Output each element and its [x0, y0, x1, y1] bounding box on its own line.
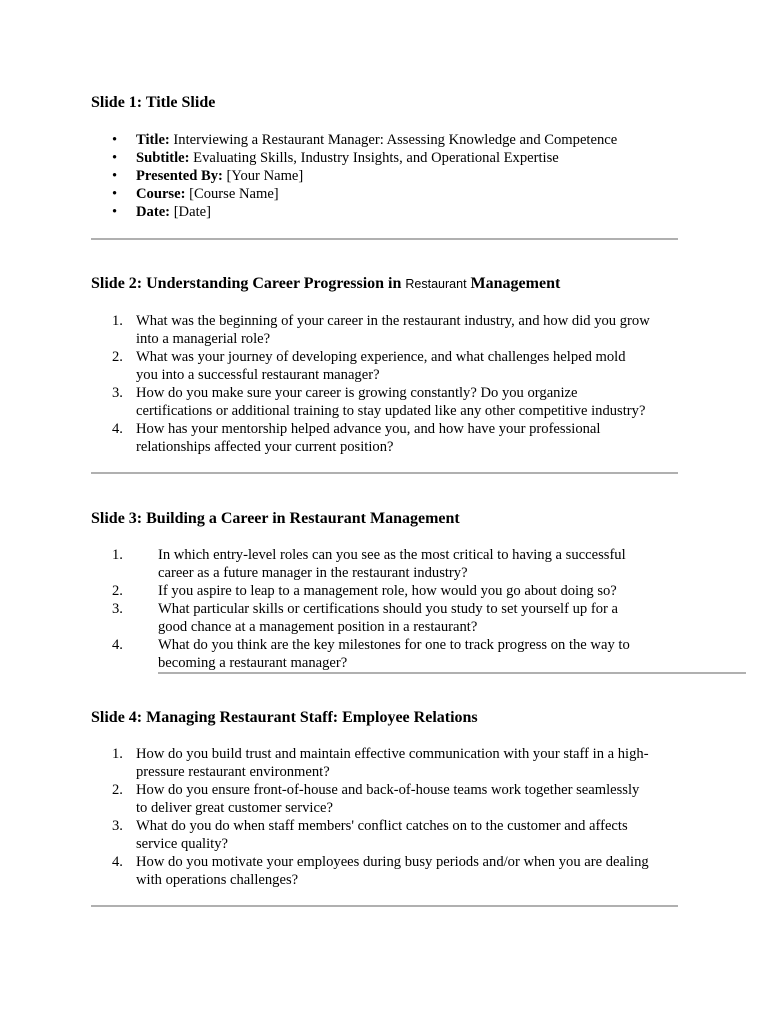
bullet-icon: • [112, 150, 118, 166]
bullet-value: [Course Name] [185, 186, 279, 202]
item-number: 1. [112, 746, 123, 762]
item-number: 4. [112, 854, 123, 870]
bullet-value: Interviewing a Restaurant Manager: Assessing Knowledge and Competence [169, 132, 618, 148]
item-number: 2. [112, 782, 123, 798]
list-item [91, 185, 651, 203]
item-text: What do you think are the key milestones for one to track progress on the way to becoming a restaurant manager? [158, 637, 630, 671]
slide1-heading: Slide 1: Title Slide [91, 94, 216, 111]
list-item [91, 348, 651, 384]
item-text: How do you build trust and maintain effective communication with your staff in a high-pressure restaurant environment? [136, 746, 649, 780]
list-item [91, 600, 631, 636]
list-item [91, 582, 631, 600]
slide2-heading-part1: Slide 2: Understanding Career Progression in [91, 275, 406, 292]
item-number: 3. [112, 601, 123, 617]
horizontal-divider [91, 238, 678, 240]
bullet-icon: • [112, 186, 118, 202]
list-item [91, 149, 651, 167]
bullet-label: Course: [136, 186, 186, 202]
bullet-label: Presented By: [136, 168, 223, 184]
item-number: 4. [112, 637, 123, 653]
bullet-icon: • [112, 168, 118, 184]
item-number: 1. [112, 313, 123, 329]
list-item [91, 420, 651, 456]
slide3-question-list [91, 546, 631, 672]
slide2-heading-part3: Management [466, 275, 561, 292]
list-item [91, 131, 651, 149]
item-text: What particular skills or certifications should you study to set yourself up for a good chance at a management position in a restaurant? [158, 601, 619, 635]
horizontal-divider [158, 672, 746, 674]
item-number: 3. [112, 385, 123, 401]
bullet-label: Subtitle: [136, 150, 190, 166]
bullet-icon: • [112, 132, 118, 148]
bullet-icon: • [112, 204, 118, 220]
item-number: 2. [112, 349, 123, 365]
bullet-label: Date: [136, 204, 171, 220]
slide3-heading: Slide 3: Building a Career in Restaurant Management [91, 510, 460, 527]
item-number: 2. [112, 583, 123, 599]
list-item [91, 312, 651, 348]
list-item [91, 384, 651, 420]
list-item [91, 853, 651, 889]
list-item [91, 781, 651, 817]
list-item [91, 745, 651, 781]
list-item [91, 636, 631, 672]
list-item [91, 203, 651, 221]
bullet-value: [Date] [170, 204, 211, 220]
slide2-question-list [91, 312, 651, 456]
item-text: How do you motivate your employees during busy periods and/or when you are dealing with operations challenges? [136, 854, 649, 888]
item-text: How do you ensure front-of-house and back-of-house teams work together seamlessly to deliver great customer service? [136, 782, 640, 816]
item-text: What do you do when staff members' conflict catches on to the customer and affects service quality? [136, 818, 628, 852]
slide4-question-list [91, 745, 651, 889]
bullet-value: Evaluating Skills, Industry Insights, and Operational Expertise [189, 150, 559, 166]
item-text: What was your journey of developing experience, and what challenges helped mold you into a successful restaurant manager? [136, 349, 626, 383]
bullet-value: [Your Name] [222, 168, 304, 184]
list-item [91, 167, 651, 185]
list-item [91, 817, 651, 853]
slide4-heading: Slide 4: Managing Restaurant Staff: Employee Relations [91, 709, 478, 726]
item-number: 3. [112, 818, 123, 834]
horizontal-divider [91, 472, 678, 474]
item-text: In which entry-level roles can you see as the most critical to having a successful career as a future manager in the restaurant industry? [158, 547, 626, 581]
item-text: What was the beginning of your career in the restaurant industry, and how did you grow into a managerial role? [136, 313, 650, 347]
item-number: 4. [112, 421, 123, 437]
item-text: How has your mentorship helped advance you, and how have your professional relationships affected your current position? [136, 421, 601, 455]
slide2-heading-part2: Restaurant [405, 277, 467, 291]
bullet-label: Title: [136, 132, 170, 148]
slide1-bullet-list [91, 131, 651, 221]
slide2-heading [91, 274, 560, 294]
item-number: 1. [112, 547, 123, 563]
item-text: If you aspire to leap to a management role, how would you go about doing so? [158, 583, 617, 599]
item-text: How do you make sure your career is growing constantly? Do you organize certifications or additional training to stay updated like any other competitive industry? [136, 385, 646, 419]
horizontal-divider [91, 905, 678, 907]
list-item [91, 546, 631, 582]
